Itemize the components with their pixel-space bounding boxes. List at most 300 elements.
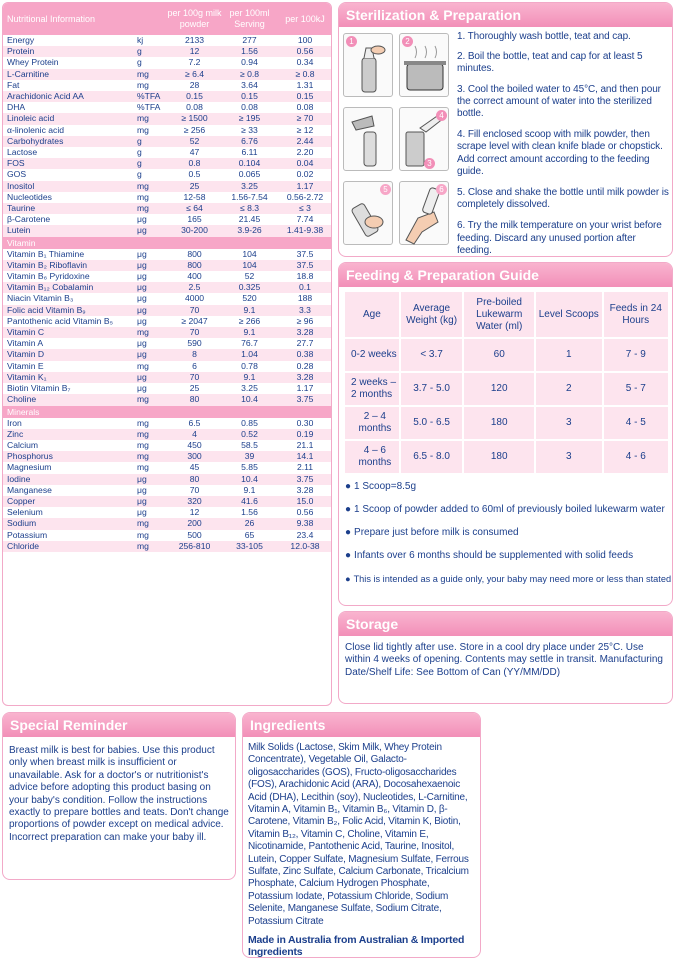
vitamin-row	[3, 394, 332, 405]
nutrient-unit: μg	[133, 474, 167, 485]
value-per-100kj: 0.08	[296, 102, 314, 113]
nutrient-name: Vitamin D	[3, 349, 133, 360]
value-per-100ml: 3.25	[241, 383, 258, 394]
value-per-100kj: ≥ 70	[277, 113, 332, 124]
nutrition-row	[3, 158, 332, 169]
value-per-100ml: 3.64	[241, 79, 258, 90]
nutrient-unit: mg	[133, 429, 167, 440]
nutrient-unit: mg	[137, 124, 149, 135]
nutrient-name: Fat	[7, 79, 20, 90]
value-per-100kj: 188	[297, 293, 313, 304]
value-per-100ml: 0.52	[222, 429, 277, 440]
value-per-100kj: 1.17	[296, 383, 314, 394]
nutrition-row	[3, 225, 332, 236]
feeding-header-feeds: Feeds in 24 Hours	[603, 291, 669, 338]
value-per-100ml: 3.25	[222, 181, 277, 192]
sterilization-steps	[457, 31, 671, 257]
nutrient-name: Manganese	[7, 484, 52, 495]
nutrient-unit: μg	[137, 248, 147, 259]
value-per-100g: ≥ 256	[183, 124, 206, 135]
feeding-header-age: Age	[344, 291, 400, 338]
value-per-100ml: ≥ 195	[222, 113, 277, 124]
nutrient-unit: g	[133, 46, 167, 57]
feeding-water: 120	[463, 372, 535, 406]
nutrition-header-per-100g: per 100g milk powder	[167, 3, 222, 35]
wash-bottle-illustration	[343, 33, 393, 97]
value-per-100ml: 9.1	[243, 484, 256, 495]
feeding-water: 180	[463, 440, 535, 474]
mineral-row	[3, 530, 332, 541]
nutrient-unit: μg	[137, 271, 147, 282]
mineral-row	[3, 418, 332, 429]
feeding-age: 4 – 6 months	[344, 440, 400, 474]
value-per-100g: 6	[192, 360, 197, 371]
sterilization-step: 6. Try the milk temperature on your wrist before feeding. Discard any unused portion after feeding.	[457, 220, 662, 256]
feeding-age: 0-2 weeks	[344, 338, 400, 372]
value-per-100g: 2.5	[167, 282, 222, 293]
nutrient-name: α-linolenic acid	[7, 124, 65, 135]
value-per-100g: ≥ 2047	[181, 315, 208, 326]
feeding-guide-panel	[338, 262, 673, 606]
nutrient-unit: mg	[133, 113, 167, 124]
value-per-100kj: 27.7	[296, 338, 314, 349]
bullet-icon: ●	[345, 574, 351, 584]
vitamin-row	[3, 338, 332, 349]
minerals-section-header	[3, 406, 332, 418]
nutrition-row	[3, 46, 332, 57]
nutrient-unit: %TFA	[137, 102, 161, 113]
nutrient-name: Biotin Vitamin B₇	[7, 383, 71, 394]
value-per-100kj: 12.0-38	[277, 541, 332, 552]
nutrient-unit: μg	[137, 293, 147, 304]
step-number-badge: 4	[436, 110, 447, 121]
nutrient-unit: μg	[133, 349, 167, 360]
value-per-100kj: 0.1	[277, 282, 332, 293]
value-per-100kj: 9.38	[277, 518, 332, 529]
step-number-badge: 5	[380, 184, 391, 195]
value-per-100ml: 39	[222, 451, 277, 462]
nutrient-name: Magnesium	[7, 462, 52, 473]
nutrition-row	[3, 80, 332, 91]
value-per-100ml: 6.76	[222, 136, 277, 147]
value-per-100ml: 277	[242, 35, 257, 45]
nutrient-name: Iron	[7, 417, 22, 428]
nutrient-unit: g	[137, 57, 142, 68]
feeding-water: 180	[463, 406, 535, 440]
mineral-row	[3, 440, 332, 451]
nutrient-name: Carbohydrates	[3, 136, 133, 147]
nutrient-name: Whey Protein	[7, 57, 59, 68]
nutrition-row	[3, 113, 332, 124]
vitamin-row	[3, 260, 332, 271]
step-number-badge: 6	[436, 184, 447, 195]
value-per-100g: 70	[167, 372, 222, 383]
nutrient-name: Choline	[3, 394, 133, 405]
value-per-100g: 47	[189, 147, 200, 158]
bullet-icon: ●	[345, 527, 352, 538]
value-per-100g: 70	[189, 484, 200, 495]
value-per-100kj: 3.28	[277, 372, 332, 383]
value-per-100g: 70	[167, 327, 222, 338]
value-per-100ml: 0.065	[238, 169, 261, 180]
vitamin-row	[3, 271, 332, 282]
nutrient-unit: μg	[133, 282, 167, 293]
feeding-note	[345, 573, 671, 585]
nutrition-row	[3, 102, 332, 113]
feeding-header-water: Pre-boiled Lukewarm Water (ml)	[463, 291, 535, 338]
mineral-row	[3, 541, 332, 552]
value-per-100kj: 14.1	[277, 451, 332, 462]
nutrition-row	[3, 203, 332, 214]
nutrition-row	[3, 169, 332, 180]
value-per-100kj: 7.74	[296, 214, 314, 225]
nutrition-row	[3, 57, 332, 68]
nutrition-table-panel	[2, 2, 332, 706]
value-per-100ml: 0.104	[222, 158, 277, 169]
mineral-row	[3, 507, 332, 518]
step-number-badge: 1	[346, 36, 357, 47]
nutrient-unit: g	[133, 136, 167, 147]
mineral-row	[3, 518, 332, 529]
value-per-100ml: 9.1	[222, 327, 277, 338]
boil-pot-illustration	[399, 33, 449, 97]
value-per-100ml: 9.1	[222, 305, 277, 316]
value-per-100kj: 0.19	[277, 429, 332, 440]
feeding-weight: 3.7 - 5.0	[400, 372, 464, 406]
nutrient-name: Vitamin K₁	[3, 372, 133, 383]
mineral-row	[3, 462, 332, 473]
sterilization-step: 1. Thoroughly wash bottle, teat and cap.	[457, 31, 631, 42]
value-per-100ml: 10.4	[222, 394, 277, 405]
ingredients-title: Ingredients	[243, 713, 480, 737]
nutrient-name: Lactose	[7, 147, 38, 158]
value-per-100ml: 1.56	[241, 507, 258, 518]
value-per-100g: 70	[167, 305, 222, 316]
bullet-icon: ●	[345, 481, 352, 492]
nutrient-unit: g	[133, 158, 167, 169]
nutrition-row	[3, 35, 332, 46]
value-per-100kj: 37.5	[296, 248, 314, 259]
value-per-100g: 800	[167, 260, 222, 271]
value-per-100ml: 52	[244, 271, 255, 282]
minerals-section-header-label: Minerals	[3, 406, 332, 418]
vitamin-row	[3, 383, 332, 394]
value-per-100ml: 21.45	[238, 214, 261, 225]
value-per-100ml: 9.1	[222, 372, 277, 383]
value-per-100g: 590	[187, 338, 202, 349]
value-per-100g: ≥ 6.4	[167, 69, 222, 80]
nutrition-header-row	[3, 3, 332, 35]
special-reminder-panel	[2, 712, 236, 880]
nutrient-name: Phosphorus	[3, 451, 133, 462]
nutrient-unit: μg	[137, 484, 147, 495]
nutrient-unit: g	[137, 147, 142, 158]
nutrient-name: Vitamin C	[3, 327, 133, 338]
test-temperature-illustration	[399, 181, 449, 245]
value-per-100g: 800	[187, 248, 202, 259]
nutrient-unit: μg	[133, 225, 167, 236]
value-per-100kj: ≥ 12	[296, 124, 314, 135]
value-per-100ml: 10.4	[222, 474, 277, 485]
nutrient-name: DHA	[7, 102, 26, 113]
value-per-100g: 2133	[184, 35, 205, 45]
vitamin-row	[3, 293, 332, 304]
feeding-note	[345, 481, 671, 493]
bullet-icon: ●	[345, 504, 352, 515]
nutrient-unit: %TFA	[133, 91, 167, 102]
value-per-100ml: 0.78	[241, 360, 258, 371]
nutrient-name: Sodium	[3, 518, 133, 529]
value-per-100ml: 41.6	[222, 496, 277, 507]
vitamin-row	[3, 372, 332, 383]
sterilization-step: 4. Fill enclosed scoop with milk powder, then scrape level with clean knife blade or chopstick. Add correct amount according to the feeding guide.	[457, 129, 663, 177]
vitamin-row	[3, 361, 332, 372]
special-reminder-title: Special Reminder	[3, 713, 235, 737]
feeding-header-row	[344, 291, 669, 338]
mineral-row	[3, 485, 332, 496]
nutrient-unit: μg	[133, 305, 167, 316]
nutrient-name: Protein	[3, 46, 133, 57]
sterilization-step: 3. Cool the boiled water to 45°C, and then pour the correct amount of water into the sterilized bottle.	[457, 83, 661, 120]
feeding-age: 2 weeks – 2 months	[344, 372, 400, 406]
value-per-100g: 256-810	[167, 541, 222, 552]
nutrient-name: Vitamin B₁ Thiamine	[7, 248, 85, 259]
nutrient-name: Vitamin B₆ Pyridoxine	[7, 271, 90, 282]
nutrient-unit: μg	[137, 338, 147, 349]
value-per-100kj: 0.34	[296, 57, 314, 68]
value-per-100g: 300	[167, 451, 222, 462]
nutrient-unit: mg	[133, 203, 167, 214]
value-per-100ml: ≤ 8.3	[222, 203, 277, 214]
value-per-100kj: 2.44	[277, 136, 332, 147]
value-per-100g: 8	[167, 349, 222, 360]
value-per-100ml: ≥ 0.8	[222, 69, 277, 80]
nutrient-name: Lutein	[3, 225, 133, 236]
feeding-note-text: Prepare just before milk is consumed	[354, 527, 519, 538]
value-per-100ml: 0.325	[222, 282, 277, 293]
feeding-note-text: This is intended as a guide only, your baby may need more or less than stated	[353, 574, 672, 584]
nutrient-name: Vitamin B₁₂ Cobalamin	[3, 282, 133, 293]
feeding-guide-title: Feeding & Preparation Guide	[339, 263, 672, 287]
nutrient-name: Vitamin A	[7, 338, 44, 349]
feeding-note-text: Infants over 6 months should be supplemented with solid feeds	[354, 550, 634, 561]
value-per-100kj: 0.15	[277, 91, 332, 102]
value-per-100g: 80	[167, 394, 222, 405]
value-per-100g: ≥ 1500	[167, 113, 222, 124]
ingredients-text: Milk Solids (Lactose, Skim Milk, Whey Protein Concentrate), Vegetable Oil, Galacto- oligosaccharides (GOS), Fructo-oligosaccharides (FOS), Arachidonic Acid (ARA), Docosahexaenoic Acid (DHA), Lecithin (soy), Nucleotides, L-Carnitine, Vitamin A, Vitamin B₁, Vitamin B₆, Vitamin D, β-Carotene, Vitamin B₂, Folic Acid, Vitamin K, Biotin, Vitamin B₁₂, Vitamin C, Choline, Vitamin E, Nicotinamide, Pantothenic Acid, Taurine, Inositol, Lutein, Copper Sulfate, Magnesium Sulfate, Ferrous Sulfate, Zinc Sulfate, Calcium Carbonate, Tricalcium Phosphate, Calcium Hydrogen Phosphate, Potassium Iodate, Potassium Chloride, Sodium Selenite, Manganese Sulfate, Sodium Citrate, Potassium Citrate	[248, 742, 469, 927]
vitamin-row	[3, 249, 332, 260]
sterilization-step: 5. Close and shake the bottle until milk powder is completely dissolved.	[457, 187, 669, 211]
sterilization-panel	[338, 2, 673, 257]
nutrient-name: GOS	[7, 169, 27, 180]
ingredients-panel	[242, 712, 481, 958]
nutrient-name: Inositol	[3, 181, 133, 192]
nutrition-row	[3, 192, 332, 203]
value-per-100kj: 3.75	[277, 394, 332, 405]
origin-statement: Made in Australia from Australian & Imported Ingredients	[248, 934, 465, 958]
bullet-icon: ●	[345, 550, 352, 561]
feeding-table	[343, 290, 670, 475]
value-per-100kj: 0.56	[296, 507, 314, 518]
value-per-100ml: ≥ 266	[238, 315, 261, 326]
nutrient-unit: mg	[137, 462, 149, 473]
nutrient-name: Nucleotides	[7, 191, 52, 202]
feeding-weight: 5.0 - 6.5	[400, 406, 464, 440]
feeding-feeds: 5 - 7	[603, 372, 669, 406]
value-per-100ml: 1.04	[222, 349, 277, 360]
mineral-row	[3, 451, 332, 462]
storage-panel	[338, 611, 673, 704]
value-per-100ml: 104	[242, 248, 257, 259]
nutrient-unit: μg	[137, 315, 147, 326]
value-per-100kj: 1.31	[296, 79, 314, 90]
value-per-100g: 0.15	[167, 91, 222, 102]
value-per-100ml: 76.7	[241, 338, 258, 349]
nutrient-unit: μg	[133, 260, 167, 271]
vitamin-row	[3, 316, 332, 327]
value-per-100kj: 3.28	[277, 327, 332, 338]
value-per-100kj: ≤ 3	[277, 203, 332, 214]
mineral-row	[3, 496, 332, 507]
value-per-100g: ≤ 64	[167, 203, 222, 214]
value-per-100g: 200	[167, 518, 222, 529]
value-per-100kj: 37.5	[277, 260, 332, 271]
nutrient-name: Zinc	[3, 429, 133, 440]
feeding-water: 60	[463, 338, 535, 372]
vitamin-row	[3, 349, 332, 360]
nutrient-unit: mg	[133, 394, 167, 405]
value-per-100kj: 0.02	[296, 169, 314, 180]
mineral-row	[3, 429, 332, 440]
nutrition-row	[3, 147, 332, 158]
nutrient-unit: mg	[137, 417, 149, 428]
nutrient-name: Taurine	[3, 203, 133, 214]
feeding-scoops: 2	[535, 372, 603, 406]
value-per-100kj: 23.4	[296, 529, 314, 540]
value-per-100kj: 3.75	[277, 474, 332, 485]
shake-bottle-illustration	[343, 181, 393, 245]
feeding-scoops: 3	[535, 440, 603, 474]
feeding-note	[345, 504, 671, 516]
nutrient-name: Niacin Vitamin B₃	[7, 293, 74, 304]
feeding-age: 2 – 4 months	[344, 406, 400, 440]
value-per-100g: 25	[167, 181, 222, 192]
nutrient-name: FOS	[3, 158, 133, 169]
nutrition-header-per-100kj: per 100kJ	[277, 3, 332, 35]
value-per-100kj: 1.41-9.38	[277, 225, 332, 236]
value-per-100g: 12-58	[183, 191, 206, 202]
nutrient-name: Chloride	[3, 541, 133, 552]
nutrient-unit: mg	[137, 439, 149, 450]
value-per-100ml: 58.5	[241, 439, 258, 450]
value-per-100kj: 0.04	[277, 158, 332, 169]
value-per-100g: 4	[167, 429, 222, 440]
nutrient-name: Energy	[7, 35, 35, 45]
value-per-100ml: 33-105	[222, 541, 277, 552]
nutrition-header-name: Nutritional Information	[3, 3, 133, 35]
value-per-100kj: 0.56-2.72	[286, 191, 324, 202]
value-per-100ml: 1.56-7.54	[231, 191, 268, 202]
nutrient-unit: mg	[133, 181, 167, 192]
value-per-100ml: 0.15	[222, 91, 277, 102]
value-per-100g: 4000	[184, 293, 205, 304]
nutrient-unit: mg	[133, 69, 167, 80]
value-per-100ml: 1.56	[222, 46, 277, 57]
nutrition-row	[3, 91, 332, 102]
value-per-100kj: 2.20	[296, 147, 314, 158]
step-number-badge: 2	[402, 36, 413, 47]
mineral-row	[3, 474, 332, 485]
value-per-100g: 6.5	[188, 417, 201, 428]
value-per-100g: 0.08	[186, 102, 203, 113]
nutrient-unit: μg	[133, 372, 167, 383]
value-per-100ml: ≥ 33	[241, 124, 258, 135]
sterilization-step: 2. Boil the bottle, teat and cap for at least 5 minutes.	[457, 51, 643, 75]
feeding-notes	[345, 481, 671, 596]
feeding-header-scoops: Level Scoops	[535, 291, 603, 338]
feeding-row	[344, 406, 669, 440]
value-per-100g: 52	[167, 136, 222, 147]
feeding-weight: < 3.7	[400, 338, 464, 372]
nutrient-unit: kj	[137, 35, 144, 45]
value-per-100kj: ≥ 0.8	[277, 69, 332, 80]
sterilization-title: Sterilization & Preparation	[339, 3, 672, 27]
feeding-row	[344, 440, 669, 474]
value-per-100ml: 5.85	[241, 462, 258, 473]
feeding-weight: 6.5 - 8.0	[400, 440, 464, 474]
vitamin-row	[3, 305, 332, 316]
storage-text: Close lid tightly after use. Store in a cool dry place under 25°C. Use within 4 weeks of opening. Contents may settle in transit. Manufacturing Date/Shelf Life: See Bottom of Can (YY/MM/DD)	[345, 642, 663, 678]
value-per-100ml: 3.9-26	[222, 225, 277, 236]
nutrition-row	[3, 181, 332, 192]
feeding-note	[345, 527, 671, 539]
nutrient-unit: mg	[133, 327, 167, 338]
value-per-100g: 0.8	[167, 158, 222, 169]
nutrient-name: Folic acid Vitamin B₉	[3, 305, 133, 316]
nutrient-unit: mg	[133, 451, 167, 462]
nutrient-name: β-Carotene	[7, 214, 51, 225]
value-per-100kj: 15.0	[277, 496, 332, 507]
nutrient-name: Calcium	[7, 439, 39, 450]
value-per-100g: 320	[167, 496, 222, 507]
value-per-100ml: 520	[242, 293, 257, 304]
nutrient-name: L-Carnitine	[3, 69, 133, 80]
vitamin-section-header-label: Vitamin	[3, 237, 332, 249]
nutrient-unit: mg	[137, 529, 149, 540]
nutrient-name: Iodine	[3, 474, 133, 485]
feeding-feeds: 4 - 6	[603, 440, 669, 474]
feeding-header-weight: Average Weight (kg)	[400, 291, 464, 338]
value-per-100kj: 1.17	[277, 181, 332, 192]
value-per-100ml: 0.08	[241, 102, 258, 113]
nutrient-name: Linoleic acid	[3, 113, 133, 124]
value-per-100g: 45	[189, 462, 200, 473]
nutrient-name: Copper	[3, 496, 133, 507]
nutrient-unit: g	[137, 169, 142, 180]
feeding-note	[345, 550, 671, 562]
nutrient-name: Pantothenic acid Vitamin B₅	[7, 315, 114, 326]
value-per-100kj: 100	[297, 35, 313, 45]
value-per-100ml: 26	[222, 518, 277, 529]
feeding-row	[344, 372, 669, 406]
fill-scoop-illustration	[399, 107, 449, 171]
value-per-100g: 7.2	[188, 57, 201, 68]
value-per-100g: 28	[189, 79, 200, 90]
nutrient-name: Vitamin B₂ Riboflavin	[3, 260, 133, 271]
nutrient-unit: μg	[137, 214, 147, 225]
value-per-100g: 12	[189, 507, 200, 518]
value-per-100kj: 0.30	[296, 417, 314, 428]
